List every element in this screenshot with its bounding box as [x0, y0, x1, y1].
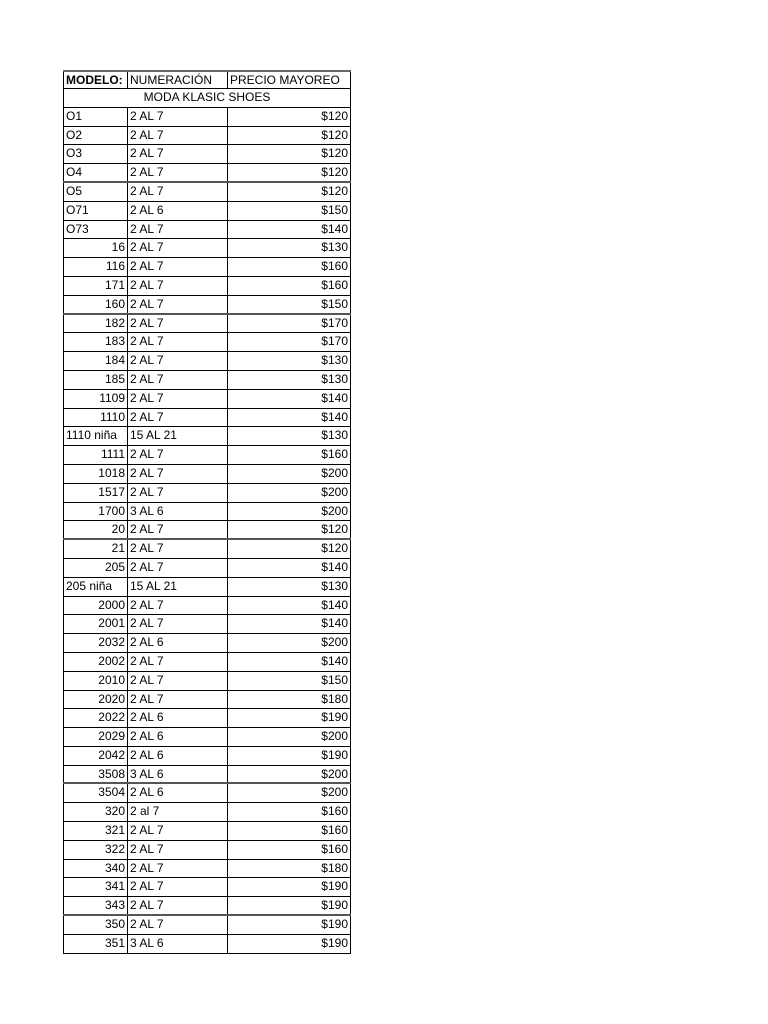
- precio-cell: $160: [228, 841, 351, 859]
- modelo-cell: 160: [63, 296, 128, 313]
- table-row: [63, 296, 351, 315]
- table-row: [63, 390, 351, 409]
- modelo-cell: 320: [63, 803, 128, 821]
- modelo-cell: 2020: [63, 691, 128, 709]
- precio-cell: $190: [228, 747, 351, 765]
- numeracion-cell: 15 AL 21: [128, 578, 228, 596]
- table-row: [63, 916, 351, 935]
- modelo-cell: 1110 niña: [63, 427, 128, 445]
- modelo-cell: 2010: [63, 672, 128, 690]
- table-row: [63, 728, 351, 747]
- table-row: [63, 897, 351, 916]
- modelo-cell: 3504: [63, 784, 128, 802]
- modelo-cell: 20: [63, 521, 128, 538]
- table-row: [63, 559, 351, 578]
- numeracion-cell: 2 AL 7: [128, 446, 228, 464]
- header-numeracion: NUMERACIÓN: [128, 72, 228, 88]
- numeracion-cell: 2 AL 7: [128, 559, 228, 577]
- precio-cell: $200: [228, 766, 351, 783]
- precio-cell: $200: [228, 503, 351, 521]
- precio-cell: $180: [228, 691, 351, 709]
- modelo-cell: 2001: [63, 615, 128, 633]
- modelo-cell: 2002: [63, 653, 128, 671]
- precio-cell: $130: [228, 427, 351, 445]
- precio-cell: $140: [228, 597, 351, 615]
- modelo-cell: 2029: [63, 728, 128, 746]
- precio-cell: $120: [228, 521, 351, 538]
- precio-cell: $130: [228, 352, 351, 370]
- modelo-cell: 322: [63, 841, 128, 859]
- table-row: [63, 258, 351, 277]
- precio-cell: $140: [228, 559, 351, 577]
- precio-cell: $160: [228, 277, 351, 295]
- table-row: [63, 221, 351, 240]
- modelo-cell: O1: [63, 108, 128, 126]
- table-row: [63, 766, 351, 785]
- precio-cell: $140: [228, 390, 351, 408]
- precio-cell: $140: [228, 221, 351, 239]
- numeracion-cell: 2 AL 6: [128, 709, 228, 727]
- precio-cell: $120: [228, 540, 351, 558]
- precio-cell: $170: [228, 333, 351, 351]
- numeracion-cell: 2 AL 7: [128, 183, 228, 201]
- table-row: [63, 653, 351, 672]
- modelo-cell: 185: [63, 371, 128, 389]
- numeracion-cell: 2 AL 7: [128, 597, 228, 615]
- table-row: [63, 822, 351, 841]
- precio-cell: $120: [228, 127, 351, 145]
- precio-cell: $190: [228, 935, 351, 953]
- table-row: [63, 634, 351, 653]
- numeracion-cell: 2 AL 6: [128, 747, 228, 765]
- precio-cell: $130: [228, 371, 351, 389]
- numeracion-cell: 2 AL 7: [128, 127, 228, 145]
- table-row: [63, 503, 351, 522]
- table-row: [63, 127, 351, 146]
- table-row: [63, 578, 351, 597]
- table-row: [63, 540, 351, 559]
- numeracion-cell: 2 AL 7: [128, 277, 228, 295]
- modelo-cell: 350: [63, 916, 128, 934]
- numeracion-cell: 2 AL 7: [128, 296, 228, 313]
- precio-cell: $200: [228, 728, 351, 746]
- modelo-cell: 321: [63, 822, 128, 840]
- numeracion-cell: 2 AL 7: [128, 315, 228, 333]
- precio-cell: $150: [228, 296, 351, 313]
- precio-cell: $190: [228, 709, 351, 727]
- table-row: [63, 615, 351, 634]
- modelo-cell: 21: [63, 540, 128, 558]
- table-row: [63, 465, 351, 484]
- modelo-cell: 3508: [63, 766, 128, 783]
- precio-cell: $200: [228, 784, 351, 802]
- table-row: [63, 183, 351, 202]
- modelo-cell: 351: [63, 935, 128, 953]
- table-row: [63, 108, 351, 127]
- precio-cell: $180: [228, 860, 351, 878]
- header-modelo: MODELO:: [63, 72, 128, 88]
- modelo-cell: 1700: [63, 503, 128, 521]
- modelo-cell: 184: [63, 352, 128, 370]
- numeracion-cell: 2 AL 7: [128, 239, 228, 257]
- precio-cell: $200: [228, 465, 351, 483]
- numeracion-cell: 2 AL 7: [128, 221, 228, 239]
- table-row: [63, 784, 351, 803]
- precio-cell: $150: [228, 202, 351, 220]
- precio-cell: $150: [228, 672, 351, 690]
- numeracion-cell: 2 AL 7: [128, 897, 228, 914]
- numeracion-cell: 2 AL 7: [128, 615, 228, 633]
- table-row: [63, 239, 351, 258]
- price-table: [63, 70, 351, 954]
- table-row: [63, 145, 351, 164]
- modelo-cell: 16: [63, 239, 128, 257]
- table-row: [63, 878, 351, 897]
- precio-cell: $190: [228, 897, 351, 914]
- numeracion-cell: 2 AL 7: [128, 822, 228, 840]
- numeracion-cell: 3 AL 6: [128, 766, 228, 783]
- numeracion-cell: 2 AL 7: [128, 108, 228, 126]
- precio-cell: $140: [228, 615, 351, 633]
- precio-cell: $200: [228, 634, 351, 652]
- precio-cell: $190: [228, 916, 351, 934]
- numeracion-cell: 2 AL 7: [128, 333, 228, 351]
- modelo-cell: 182: [63, 315, 128, 333]
- modelo-cell: 1517: [63, 484, 128, 502]
- modelo-cell: 116: [63, 258, 128, 276]
- precio-cell: $170: [228, 315, 351, 333]
- numeracion-cell: 2 AL 7: [128, 540, 228, 558]
- numeracion-cell: 2 AL 7: [128, 352, 228, 370]
- numeracion-cell: 2 AL 7: [128, 371, 228, 389]
- precio-cell: $130: [228, 578, 351, 596]
- precio-cell: $200: [228, 484, 351, 502]
- modelo-cell: 1109: [63, 390, 128, 408]
- numeracion-cell: 2 AL 7: [128, 672, 228, 690]
- precio-cell: $160: [228, 446, 351, 464]
- table-row: [63, 371, 351, 390]
- table-row: [63, 935, 351, 954]
- modelo-cell: 1018: [63, 465, 128, 483]
- section-row: [63, 89, 351, 108]
- table-row: [63, 409, 351, 428]
- table-row: [63, 747, 351, 766]
- modelo-cell: O5: [63, 183, 128, 201]
- precio-cell: $130: [228, 239, 351, 257]
- modelo-cell: 171: [63, 277, 128, 295]
- modelo-cell: 343: [63, 897, 128, 914]
- modelo-cell: 2042: [63, 747, 128, 765]
- numeracion-cell: 2 AL 6: [128, 728, 228, 746]
- table-row: [63, 484, 351, 503]
- precio-cell: $160: [228, 803, 351, 821]
- table-row: [63, 709, 351, 728]
- table-row: [63, 597, 351, 616]
- modelo-cell: 2022: [63, 709, 128, 727]
- numeracion-cell: 2 AL 6: [128, 784, 228, 802]
- table-row: [63, 521, 351, 540]
- precio-cell: $140: [228, 653, 351, 671]
- modelo-cell: 2000: [63, 597, 128, 615]
- table-row: [63, 446, 351, 465]
- modelo-cell: 183: [63, 333, 128, 351]
- modelo-cell: O4: [63, 164, 128, 181]
- numeracion-cell: 2 AL 7: [128, 465, 228, 483]
- numeracion-cell: 2 AL 7: [128, 841, 228, 859]
- precio-cell: $120: [228, 145, 351, 163]
- table-row: [63, 803, 351, 822]
- modelo-cell: 2032: [63, 634, 128, 652]
- table-row: [63, 427, 351, 446]
- numeracion-cell: 2 AL 7: [128, 860, 228, 878]
- modelo-cell: 340: [63, 860, 128, 878]
- table-row: [63, 333, 351, 352]
- table-body: [63, 108, 351, 954]
- numeracion-cell: 2 AL 7: [128, 164, 228, 181]
- numeracion-cell: 2 AL 7: [128, 390, 228, 408]
- table-row: [63, 277, 351, 296]
- modelo-cell: O71: [63, 202, 128, 220]
- precio-cell: $160: [228, 822, 351, 840]
- header-row: [63, 70, 351, 89]
- modelo-cell: 205 niña: [63, 578, 128, 596]
- modelo-cell: 341: [63, 878, 128, 896]
- numeracion-cell: 2 AL 7: [128, 145, 228, 163]
- numeracion-cell: 2 AL 7: [128, 258, 228, 276]
- numeracion-cell: 2 al 7: [128, 803, 228, 821]
- table-row: [63, 202, 351, 221]
- precio-cell: $140: [228, 409, 351, 427]
- table-row: [63, 860, 351, 879]
- precio-cell: $120: [228, 183, 351, 201]
- table-row: [63, 164, 351, 183]
- section-title: MODA KLASIC SHOES: [63, 89, 351, 107]
- modelo-cell: 205: [63, 559, 128, 577]
- numeracion-cell: 2 AL 7: [128, 484, 228, 502]
- table-row: [63, 352, 351, 371]
- precio-cell: $120: [228, 108, 351, 126]
- modelo-cell: 1110: [63, 409, 128, 427]
- numeracion-cell: 2 AL 7: [128, 916, 228, 934]
- header-precio: PRECIO MAYOREO: [228, 72, 351, 88]
- precio-cell: $160: [228, 258, 351, 276]
- numeracion-cell: 2 AL 7: [128, 653, 228, 671]
- table-row: [63, 841, 351, 860]
- precio-cell: $190: [228, 878, 351, 896]
- numeracion-cell: 2 AL 7: [128, 521, 228, 538]
- modelo-cell: O73: [63, 221, 128, 239]
- numeracion-cell: 3 AL 6: [128, 503, 228, 521]
- numeracion-cell: 2 AL 7: [128, 691, 228, 709]
- modelo-cell: O3: [63, 145, 128, 163]
- numeracion-cell: 2 AL 7: [128, 878, 228, 896]
- numeracion-cell: 2 AL 6: [128, 202, 228, 220]
- numeracion-cell: 2 AL 7: [128, 409, 228, 427]
- numeracion-cell: 2 AL 6: [128, 634, 228, 652]
- table-row: [63, 315, 351, 334]
- modelo-cell: O2: [63, 127, 128, 145]
- numeracion-cell: 15 AL 21: [128, 427, 228, 445]
- numeracion-cell: 3 AL 6: [128, 935, 228, 953]
- table-row: [63, 691, 351, 710]
- precio-cell: $120: [228, 164, 351, 181]
- table-row: [63, 672, 351, 691]
- modelo-cell: 1111: [63, 446, 128, 464]
